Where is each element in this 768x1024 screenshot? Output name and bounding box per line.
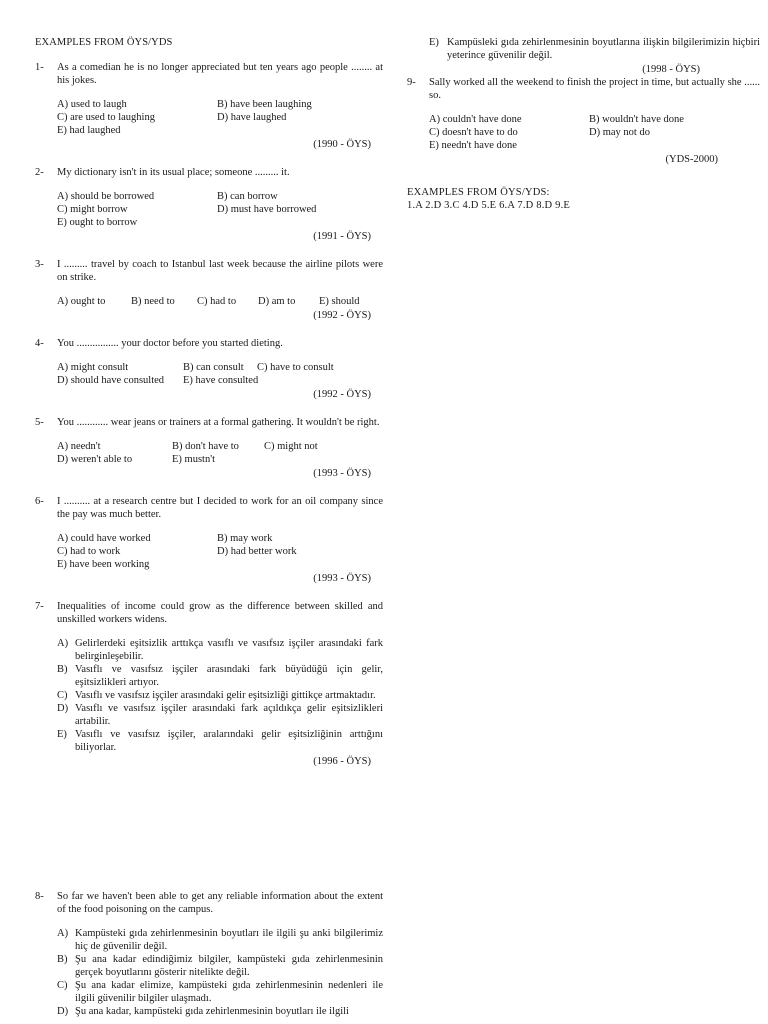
question-8 xyxy=(35,890,383,1018)
question-1 xyxy=(35,61,383,151)
option-e: E) needn't have done xyxy=(429,140,517,151)
option-b: B) wouldn't have done xyxy=(589,114,684,125)
option-c: C) had to work xyxy=(57,546,121,557)
answer-key-list: 1.A 2.D 3.C 4.D 5.E 6.A 7.D 8.D 9.E xyxy=(407,200,571,211)
option-a: A) might consult xyxy=(57,362,129,373)
options xyxy=(57,927,383,1018)
option-a: A) could have worked xyxy=(57,533,151,544)
question-number: 2- xyxy=(35,167,44,178)
question-source: (1993 - ÖYS) xyxy=(313,468,371,479)
question-stem: As a comedian he is no longer appreciated but ten years ago people ........ at his jokes. xyxy=(57,62,383,86)
option-a: A) should be borrowed xyxy=(57,191,155,202)
options xyxy=(429,113,760,152)
option-b: B) can consult xyxy=(183,362,244,373)
option-d: D) may not do xyxy=(589,127,650,138)
option-b: B) may work xyxy=(217,533,273,544)
question-source: (1991 - ÖYS) xyxy=(313,231,371,242)
question-source: (1996 - ÖYS) xyxy=(313,756,371,767)
option-c: C) doesn't have to do xyxy=(429,127,518,138)
question-source: (1992 - ÖYS) xyxy=(313,310,371,321)
question-7 xyxy=(35,600,383,768)
question-number: 6- xyxy=(35,496,44,507)
option-e: E) should xyxy=(319,296,360,307)
question-source: (1998 - ÖYS) xyxy=(642,64,700,75)
left-column xyxy=(35,36,383,783)
question-9 xyxy=(407,76,760,166)
question-source: (1993 - ÖYS) xyxy=(313,573,371,584)
option-d: D) Vasıflı ve vasıfsız işçiler arasındaki fark açıldıkça gelir eşitsizlikleri artabilir. xyxy=(57,703,383,727)
question-6 xyxy=(35,495,383,585)
question-3 xyxy=(35,258,383,322)
option-d: D) weren't able to xyxy=(57,454,133,465)
option-e: E) have been working xyxy=(57,559,150,570)
option-e: E) Vasıflı ve vasıfsız işçiler, aralarındaki gelir eşitsizliğinin arttığını biliyorlar. xyxy=(57,729,383,753)
options xyxy=(57,440,383,466)
question-number: 3- xyxy=(35,259,44,270)
option-c: C) Şu ana kadar elimize, kampüsteki gıda zehirlenmesinin nedenleri ile ilgili güvenilir bilgiler ulaşmadı. xyxy=(57,980,383,1004)
option-b: B) can borrow xyxy=(217,191,278,202)
options xyxy=(57,361,383,387)
question-number: 5- xyxy=(35,417,44,428)
option-a: A) Kampüsteki gıda zehirlenmesinin boyutları ile ilgili şu anki bilgilerimiz hiç de güvenilir değil. xyxy=(57,928,383,952)
answer-key xyxy=(407,186,760,212)
option-a: A) couldn't have done xyxy=(429,114,522,125)
option-d: D) had better work xyxy=(217,546,297,557)
question-2 xyxy=(35,166,383,243)
option-e: E) had laughed xyxy=(57,125,121,136)
option-a: A) Gelirlerdeki eşitsizlik arttıkça vasıflı ve vasıfsız işçiler arasındaki fark belirginleşebilir. xyxy=(57,638,383,662)
question-number: 7- xyxy=(35,601,44,612)
option-d: D) am to xyxy=(258,296,296,307)
question-8-continued xyxy=(429,36,760,76)
options xyxy=(57,98,383,137)
option-c: C) have to consult xyxy=(257,362,334,373)
options xyxy=(57,637,383,754)
option-c: C) Vasıflı ve vasıfsız işçiler arasındaki gelir eşitsizliği gittikçe artmaktadır. xyxy=(57,690,376,701)
option-c: C) might borrow xyxy=(57,204,128,215)
question-stem: Sally worked all the weekend to finish the project in time, but actually she ...... so. xyxy=(429,77,760,101)
section-heading: EXAMPLES FROM ÖYS/YDS xyxy=(35,37,173,48)
option-b: B) Vasıflı ve vasıfsız işçiler arasındaki fark büyüdüğü için gelir, eşitsizlikleri artıyor. xyxy=(57,664,383,688)
question-number: 8- xyxy=(35,891,44,902)
option-b: B) need to xyxy=(131,296,175,307)
question-5 xyxy=(35,416,383,480)
options xyxy=(57,295,383,308)
question-stem: Inequalities of income could grow as the difference between skilled and unskilled workers widens. xyxy=(57,601,383,625)
question-stem: My dictionary isn't in its usual place; someone ......... it. xyxy=(57,167,290,178)
option-c: C) might not xyxy=(264,441,318,452)
question-source: (1992 - ÖYS) xyxy=(313,389,371,400)
answer-key-heading: EXAMPLES FROM ÖYS/YDS: xyxy=(407,187,550,198)
option-e: E) Kampüsleki gıda zehirlenmesinin boyutlarına ilişkin bilgilerimizin hiçbiri yeterince güvenilir değil. xyxy=(429,37,760,61)
option-d: D) should have consulted xyxy=(57,375,165,386)
option-d: D) have laughed xyxy=(217,112,287,123)
option-a: A) needn't xyxy=(57,441,101,452)
question-source: (1990 - ÖYS) xyxy=(313,139,371,150)
question-number: 1- xyxy=(35,62,44,73)
option-b: B) have been laughing xyxy=(217,99,312,110)
option-b: B) don't have to xyxy=(172,441,239,452)
question-stem: You ................ your doctor before you started dieting. xyxy=(57,338,283,349)
option-d: D) must have borrowed xyxy=(217,204,317,215)
options xyxy=(57,532,383,571)
question-number: 9- xyxy=(407,77,416,88)
option-c: C) had to xyxy=(197,296,237,307)
question-stem: I ......... travel by coach to Istanbul last week because the airline pilots were on strike. xyxy=(57,259,383,283)
option-e: E) have consulted xyxy=(183,375,259,386)
option-e: E) mustn't xyxy=(172,454,216,465)
question-stem: So far we haven't been able to get any reliable information about the extent of the food poisoning on the campus. xyxy=(57,891,383,915)
option-c: C) are used to laughing xyxy=(57,112,155,123)
option-b: B) Şu ana kadar edindiğimiz bilgiler, kampüsteki gıda zehirlenmesinin gerçek boyutlarını gösterir nitelikte değil. xyxy=(57,954,383,978)
question-stem: I .......... at a research centre but I decided to work for an oil company since the pay was much better. xyxy=(57,496,383,520)
option-a: A) used to laugh xyxy=(57,99,127,110)
question-stem: You ............ wear jeans or trainers at a formal gathering. It wouldn't be right. xyxy=(57,417,380,428)
options xyxy=(57,190,383,229)
question-4 xyxy=(35,337,383,401)
right-column xyxy=(407,36,760,212)
option-d: D) Şu ana kadar, kampüsteki gıda zehirlenmesinin boyutları ile ilgili xyxy=(57,1006,349,1017)
option-e: E) ought to borrow xyxy=(57,217,138,228)
question-number: 4- xyxy=(35,338,44,349)
option-a: A) ought to xyxy=(57,296,106,307)
question-source: (YDS-2000) xyxy=(665,154,718,165)
